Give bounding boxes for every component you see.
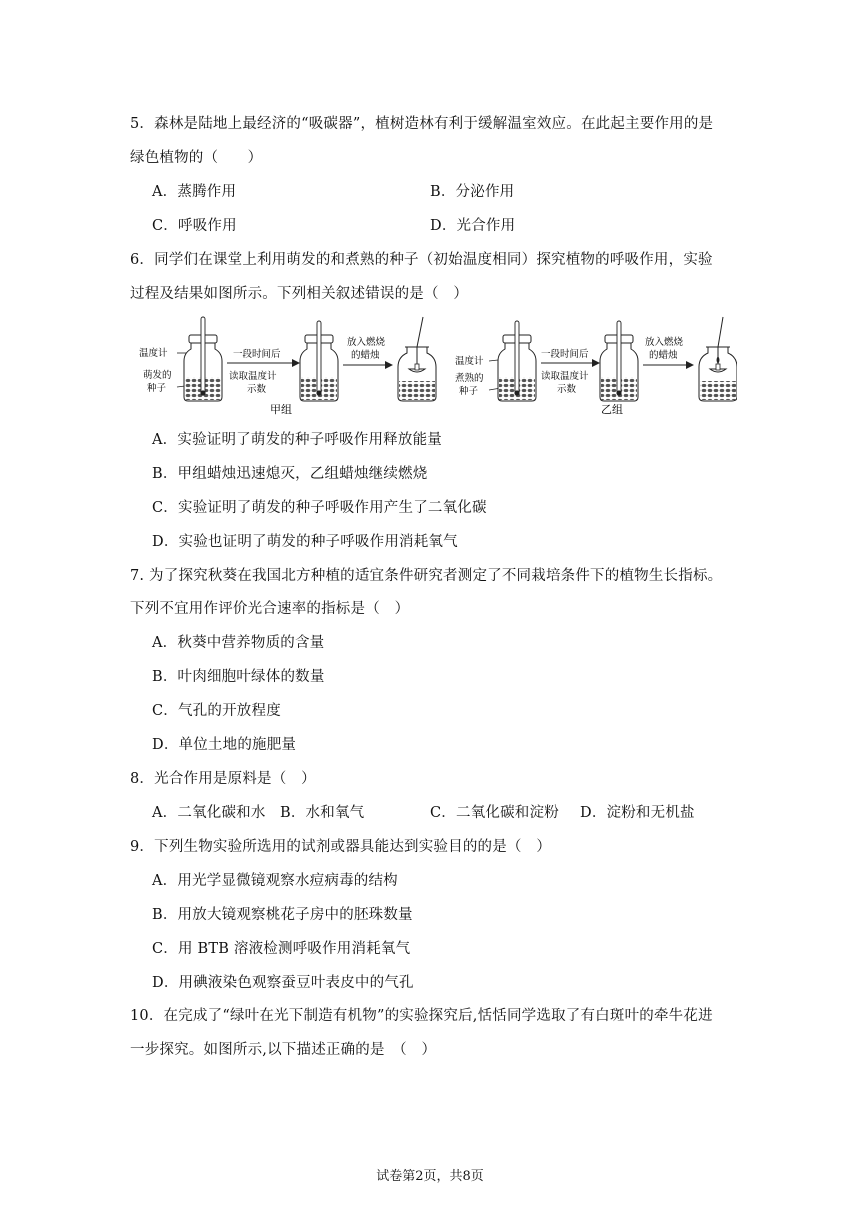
jar-with-burning-candle-icon xyxy=(699,317,737,401)
q8-option-c[interactable]: C．二氧化碳和淀粉 xyxy=(430,805,559,821)
q5-stem-line2: 绿色植物的（ ） xyxy=(130,150,263,166)
q6-option-c[interactable]: C．实验证明了萌发的种子呼吸作用产生了二氧化碳 xyxy=(152,500,487,516)
q5-option-a[interactable]: A．蒸腾作用 xyxy=(152,184,237,200)
q7-option-a[interactable]: A．秋葵中营养物质的含量 xyxy=(152,635,325,651)
candle-label-yi-1: 放入燃烧 xyxy=(645,337,684,348)
group-yi-label: 乙组 xyxy=(601,403,623,416)
jia-group-diagram xyxy=(139,317,436,416)
q9-stem: 9．下列生物实验所选用的试剂或器具能达到实验目的的是（ ） xyxy=(130,839,552,855)
q8-option-a[interactable]: A．二氧化碳和水 xyxy=(152,805,266,821)
thermometer-label-yi: 温度计 xyxy=(455,356,484,367)
q6-option-a[interactable]: A．实验证明了萌发的种子呼吸作用释放能量 xyxy=(152,432,442,448)
after-time-label-yi: 一段时间后 xyxy=(541,349,589,360)
q6-experiment-figure xyxy=(137,313,737,419)
q9-option-a[interactable]: A．用光学显微镜观察水痘病毒的结构 xyxy=(152,873,398,889)
q8-stem: 8．光合作用是原料是（ ） xyxy=(130,771,316,787)
q5-option-d[interactable]: D．光合作用 xyxy=(430,218,516,234)
q7-option-b[interactable]: B．叶肉细胞叶绿体的数量 xyxy=(152,669,325,685)
q5-option-b[interactable]: B．分泌作用 xyxy=(430,184,515,200)
q6-option-b[interactable]: B．甲组蜡烛迅速熄灭，乙组蜡烛继续燃烧 xyxy=(152,466,428,482)
q7-option-d[interactable]: D．单位土地的施肥量 xyxy=(152,737,297,753)
q9-option-b[interactable]: B．用放大镜观察桃花子房中的胚珠数量 xyxy=(152,907,413,923)
q5-option-c[interactable]: C．呼吸作用 xyxy=(152,218,237,234)
q8-option-d[interactable]: D．淀粉和无机盐 xyxy=(580,805,695,821)
candle-label-jia-2: 的蜡烛 xyxy=(351,350,380,361)
cooked-seed-label-2: 种子 xyxy=(459,386,479,397)
yi-group-diagram xyxy=(455,317,737,416)
read-temp-label-yi-1: 读取温度计 xyxy=(541,371,589,382)
germ-seed-label-2: 种子 xyxy=(147,383,167,394)
q5-stem-line1: 5．森林是陆地上最经济的“吸碳器”，植树造林有利于缓解温室效应。在此起主要作用的是 xyxy=(130,116,714,132)
jar-icon xyxy=(498,321,536,401)
q9-option-c[interactable]: C．用 BTB 溶液检测呼吸作用消耗氧气 xyxy=(152,941,411,957)
read-temp-label-jia-2: 示数 xyxy=(247,384,267,395)
q7-option-c[interactable]: C．气孔的开放程度 xyxy=(152,703,281,719)
q10-stem-line1: 10．在完成了“绿叶在光下制造有机物”的实验探究后,恬恬同学选取了有白斑叶的牵牛花进 xyxy=(130,1008,713,1024)
jar-icon xyxy=(600,321,638,401)
group-jia-label: 甲组 xyxy=(270,403,292,416)
q9-option-d[interactable]: D．用碘液染色观察蚕豆叶表皮中的气孔 xyxy=(152,975,414,991)
jar-with-candle-icon xyxy=(398,317,436,401)
after-time-label-jia: 一段时间后 xyxy=(233,349,281,360)
candle-label-jia-1: 放入燃烧 xyxy=(347,337,386,348)
q6-stem-line2: 过程及结果如图所示。下列相关叙述错误的是（ ） xyxy=(130,286,469,302)
jar-icon xyxy=(184,317,222,401)
read-temp-label-jia-1: 读取温度计 xyxy=(229,371,277,382)
q6-stem-line1: 6．同学们在课堂上利用萌发的和煮熟的种子（初始温度相同）探究植物的呼吸作用，实验 xyxy=(130,252,713,268)
candle-label-yi-2: 的蜡烛 xyxy=(649,350,678,361)
jar-icon xyxy=(300,321,338,401)
q6-option-d[interactable]: D．实验也证明了萌发的种子呼吸作用消耗氧气 xyxy=(152,534,458,550)
q7-stem-line1: 7. 为了探究秋葵在我国北方种植的适宜条件研究者测定了不同栽培条件下的植物生长指标。 xyxy=(130,568,723,584)
germ-seed-label-1: 萌发的 xyxy=(143,370,172,381)
q8-option-b[interactable]: B．水和氧气 xyxy=(280,805,365,821)
thermometer-label-jia: 温度计 xyxy=(139,348,168,359)
q7-stem-line2: 下列不宜用作评价光合速率的指标是（ ） xyxy=(130,601,410,617)
page-footer: 试卷第2页，共8页 xyxy=(376,1169,484,1184)
read-temp-label-yi-2: 示数 xyxy=(557,384,577,395)
cooked-seed-label-1: 煮熟的 xyxy=(455,373,484,384)
q10-stem-line2: 一步探究。如图所示,以下描述正确的是 （ ） xyxy=(130,1042,437,1058)
